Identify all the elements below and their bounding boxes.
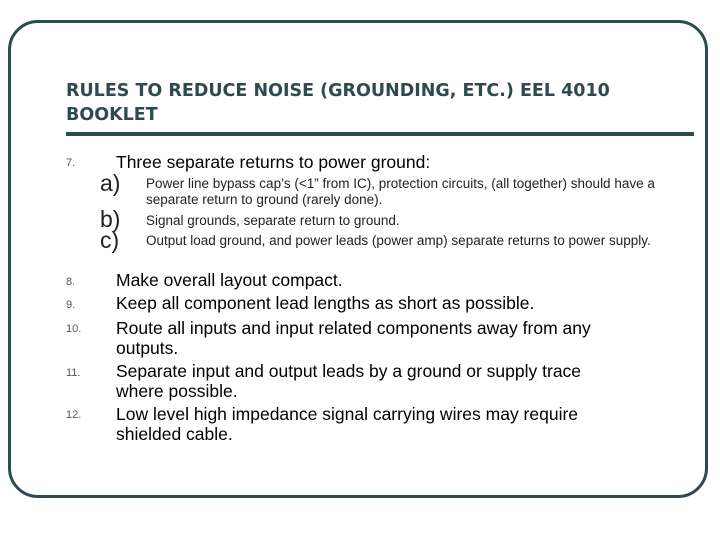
item-number-12: 12.: [66, 409, 82, 421]
title-divider: [66, 132, 694, 136]
subitem-letter-c: c): [100, 227, 120, 253]
item-text-9: Keep all component lead lengths as short as possible.: [116, 293, 535, 313]
subitem-letter-b: b): [100, 206, 121, 232]
item-text-11: Separate input and output leads by a ground or supply trace where possible.: [116, 361, 582, 401]
item-number-7: 7.: [66, 157, 76, 169]
item-number-10: 10.: [66, 323, 82, 335]
item-text-12: Low level high impedance signal carrying wires may require shielded cable.: [116, 404, 579, 444]
item-text-7: Three separate returns to power ground:: [116, 152, 431, 172]
item-text-8: Make overall layout compact.: [116, 270, 343, 290]
item-number-11: 11.: [66, 367, 81, 379]
subitem-text-b: Signal grounds, separate return to ground.: [146, 213, 400, 228]
item-number-8: 8.: [66, 276, 76, 288]
item-number-9: 9.: [66, 299, 76, 311]
subitem-letter-a: a): [100, 170, 121, 196]
subitem-text-c: Output load ground, and power leads (power amp) separate returns to power supply.: [146, 233, 651, 248]
item-text-10: Route all inputs and input related components away from any outputs.: [116, 318, 591, 358]
subitem-text-a: Power line bypass cap’s (<1” from IC), protection circuits, (all together) should have a separate return to ground (rarely done).: [146, 176, 655, 207]
slide-title: RULES TO REDUCE NOISE (GROUNDING, ETC.) EEL 4010 BOOKLET: [66, 81, 610, 125]
